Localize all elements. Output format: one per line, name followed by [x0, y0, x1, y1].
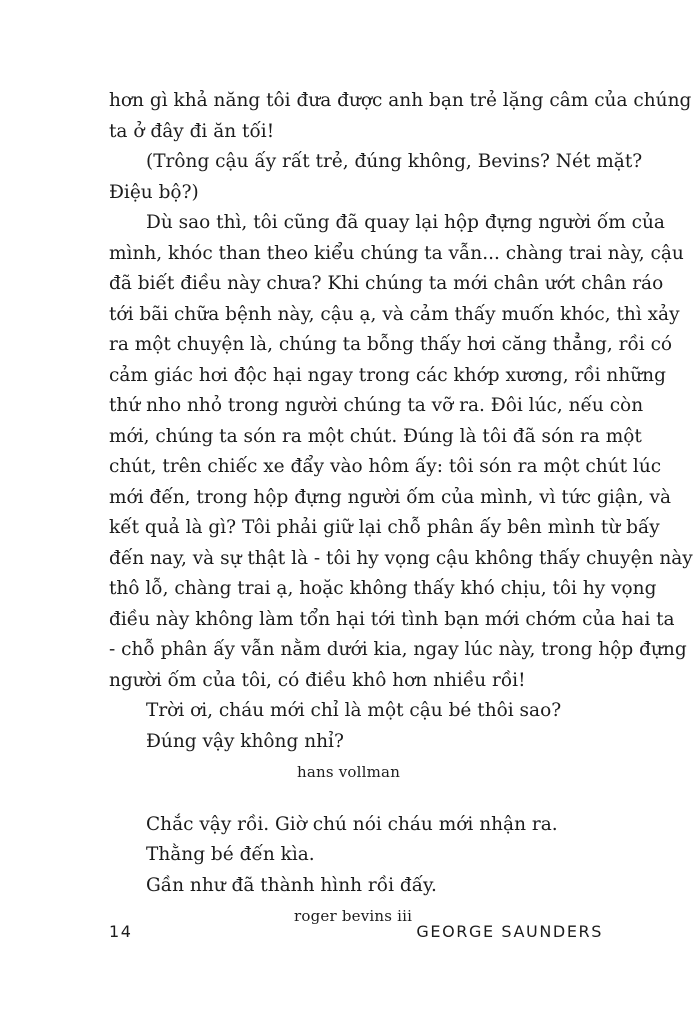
text-line: thứ nho nhỏ trong người chúng ta vỡ ra. Đôi lúc, nếu còn — [109, 395, 644, 416]
text-line: ta ở đây đi ăn tối! — [109, 120, 275, 142]
text-line: Trời ơi, cháu mới chỉ là một cậu bé thôi sao? — [146, 700, 562, 721]
text-line: mình, khóc than theo kiểu chúng ta vẫn... chàng trai này, cậu — [109, 242, 684, 264]
running-head: GEORGE SAUNDERS — [416, 922, 603, 941]
body-text — [109, 86, 693, 932]
text-line: người ốm của tôi, có điều khô hơn nhiều rồi! — [109, 669, 526, 691]
text-line: (Trông cậu ấy rất trẻ, đúng không, Bevins? Nét mặt? — [146, 151, 643, 172]
text-line: đến nay, và sự thật là - tôi hy vọng cậu không thấy chuyện này — [109, 547, 693, 569]
text-line: hơn gì khả năng tôi đưa được anh bạn trẻ lặng câm của chúng — [109, 90, 692, 111]
section-gap — [109, 788, 603, 810]
text-line: ra một chuyện là, chúng ta bỗng thấy hơi căng thẳng, rồi có — [109, 334, 673, 355]
page-number: 14 — [109, 922, 133, 941]
text-line: Gần như đã thành hình rồi đấy. — [146, 874, 437, 896]
speaker-attribution: hans vollman — [297, 763, 401, 781]
text-line: - chỗ phân ấy vẫn nằm dưới kia, ngay lúc này, trong hộp đựng — [109, 639, 687, 660]
text-line: điều này không làm tổn hại tới tình bạn mới chớm của hai ta — [109, 608, 675, 630]
page-footer — [109, 922, 603, 946]
text-line: thô lỗ, chàng trai ạ, hoặc không thấy khó chịu, tôi hy vọng — [109, 578, 657, 599]
text-line: cảm giác hơi độc hại ngay trong các khớp xương, rồi những — [109, 364, 666, 386]
text-line: Dù sao thì, tôi cũng đã quay lại hộp đựng người ốm của — [146, 212, 665, 233]
speaker-attribution: roger bevins iii — [294, 907, 413, 925]
text-line: mới đến, trong hộp đựng người ốm của mình, vì tức giận, và — [109, 486, 671, 508]
text-line: kết quả là gì? Tôi phải giữ lại chỗ phân ấy bên mình từ bấy — [109, 517, 660, 538]
text-line: Đúng vậy không nhỉ? — [146, 730, 344, 752]
text-line: Chắc vậy rồi. Giờ chú nói cháu mới nhận ra. — [146, 813, 558, 835]
text-line: đã biết điều này chưa? Khi chúng ta mới chân ướt chân ráo — [109, 273, 664, 294]
text-line: Thằng bé đến kìa. — [146, 844, 315, 865]
text-line: chút, trên chiếc xe đẩy vào hôm ấy: tôi són ra một chút lúc — [109, 456, 662, 477]
text-line: Điệu bộ?) — [109, 181, 199, 203]
text-line: tới bãi chữa bệnh này, cậu ạ, và cảm thấy muốn khóc, thì xảy — [109, 303, 680, 325]
text-line: mới, chúng ta són ra một chút. Đúng là tôi đã són ra một — [109, 425, 642, 447]
